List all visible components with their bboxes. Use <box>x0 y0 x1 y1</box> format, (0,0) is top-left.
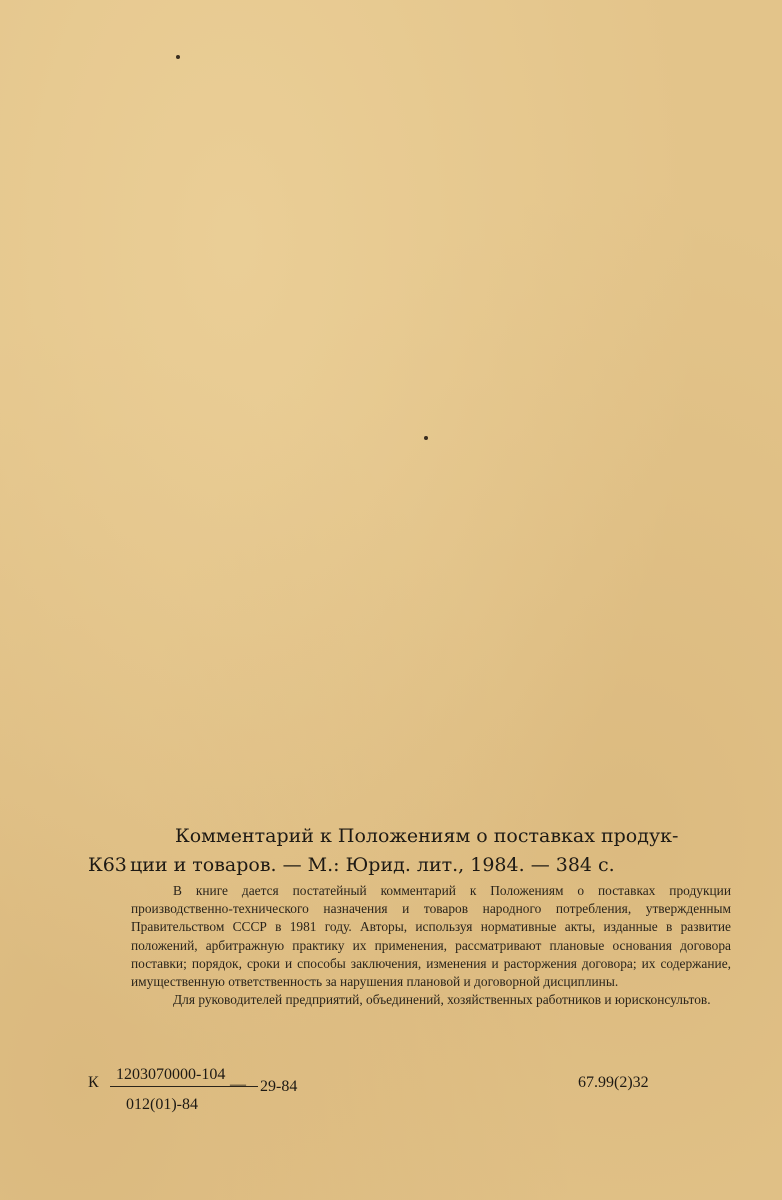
bibliographic-line-2-text: ции и товаров. — М.: Юрид. лит., 1984. — 384 с. <box>130 854 615 876</box>
index-letter: К <box>88 1074 99 1091</box>
bibliographic-record <box>88 822 728 880</box>
annotation <box>131 882 731 1009</box>
author-code: К63 <box>88 854 127 876</box>
bibliographic-line-2 <box>88 851 728 880</box>
publication-index <box>88 1066 728 1126</box>
paper-speck <box>176 55 180 59</box>
paper-speck <box>424 436 428 440</box>
index-code: 29-84 <box>260 1078 298 1095</box>
annotation-paragraph-1: В книге дается постатейный комментарий к Положениям о поставках продукции производственно-технического назначения и товаров народного потребления, утвержденным Правительством СССР в 1981 году. Авторы, используя нормативные акты, изданные в развитие положений, арбитражную практику их применения, рассматривают плановые основания договора поставки; порядок, сроки и способы заключения, изменения и расторжения договора; их содержание, имущественную ответственность за нарушения плановой и договорной дисциплины. <box>131 883 731 990</box>
bbk-code: 67.99(2)32 <box>578 1074 649 1091</box>
bibliographic-line-1: Комментарий к Положениям о поставках продук- <box>175 825 679 847</box>
annotation-paragraph-2: Для руководителей предприятий, объединений, хозяйственных работников и юрисконсультов. <box>173 992 711 1008</box>
index-denominator: 012(01)-84 <box>126 1096 198 1113</box>
index-numerator: 1203070000-104 <box>116 1066 226 1083</box>
index-dash: — <box>230 1076 246 1093</box>
